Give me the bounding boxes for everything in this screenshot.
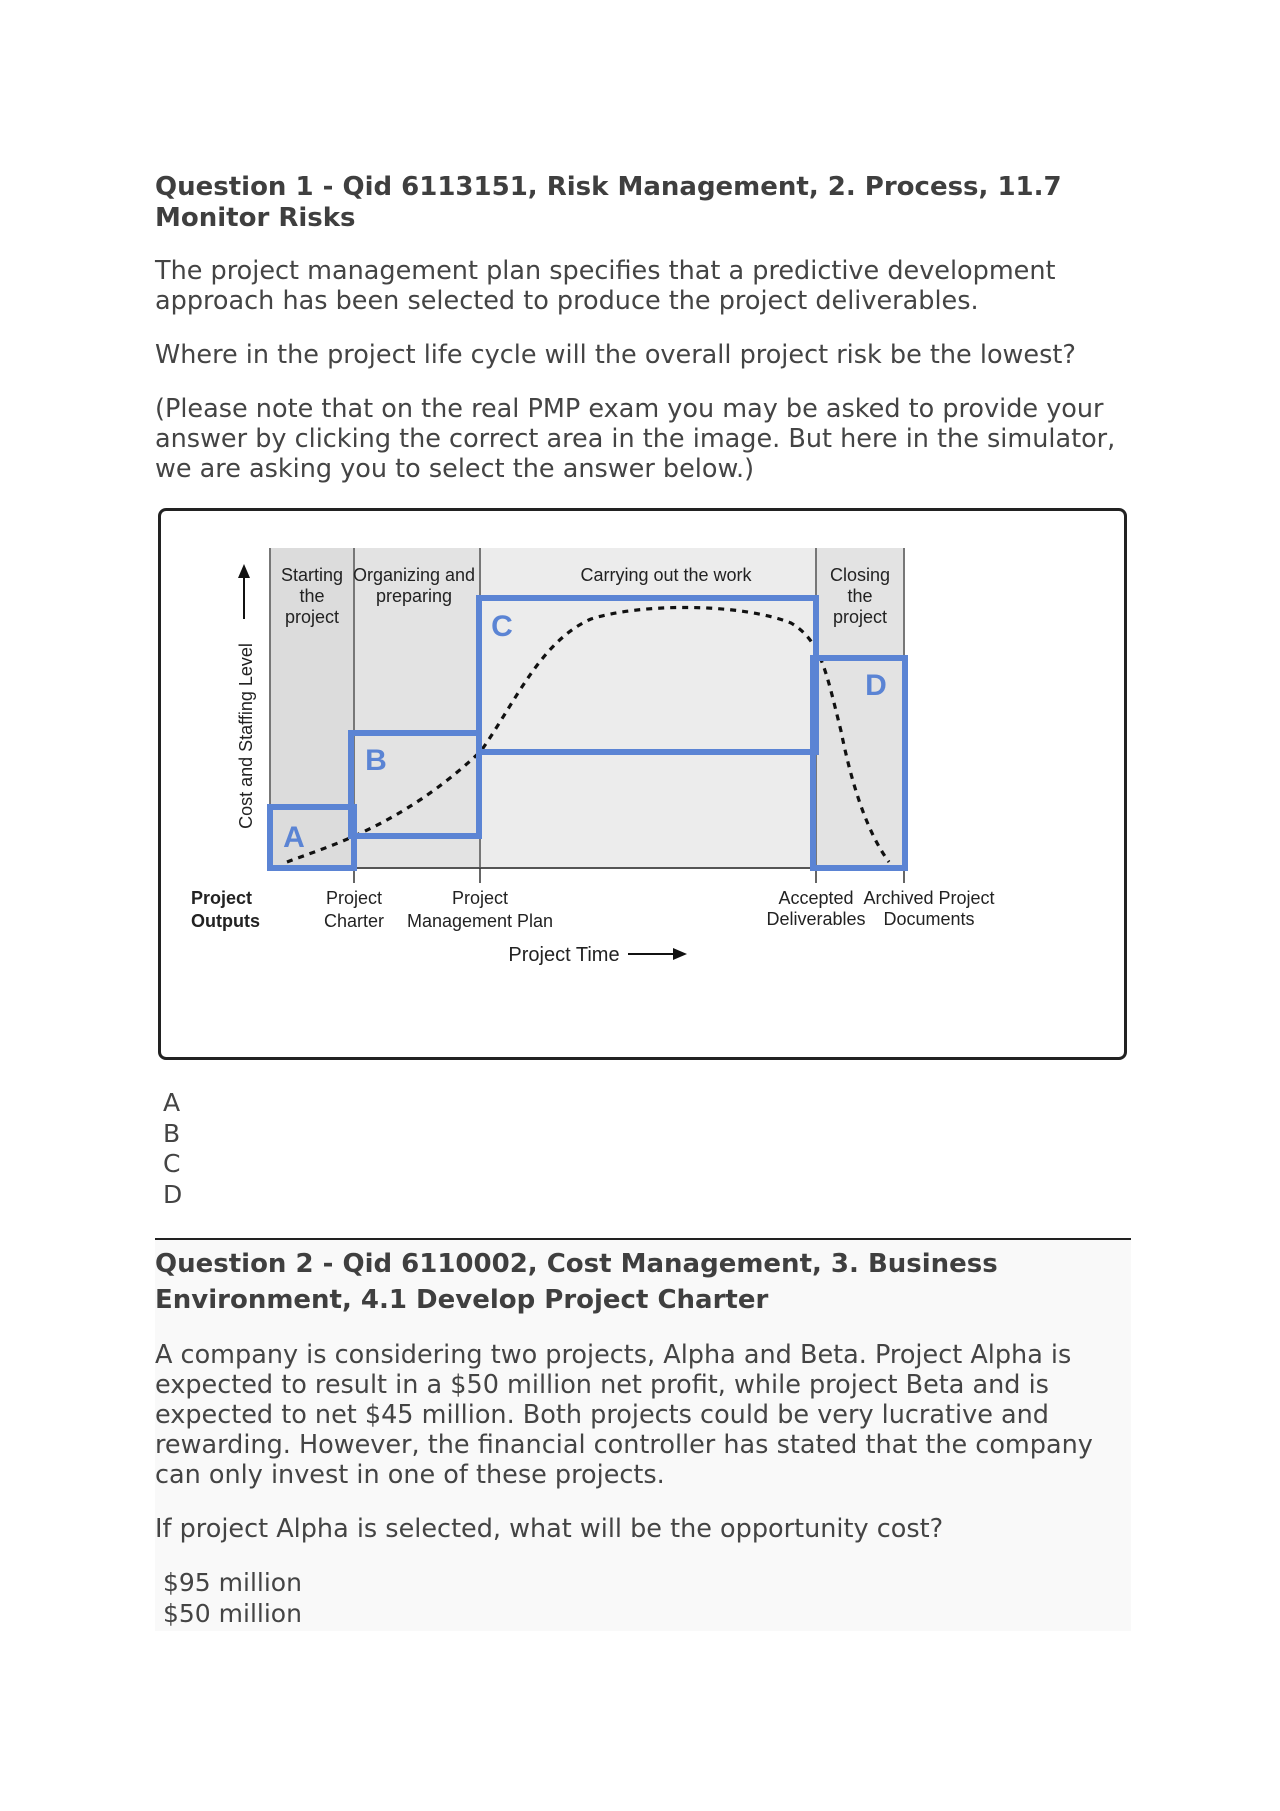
- life-cycle-diagram: [161, 511, 1124, 1057]
- output-archived-2: Documents: [883, 909, 975, 929]
- phase-label-closing-2: the: [847, 586, 873, 606]
- output-plan-1: Project: [451, 888, 509, 908]
- phase-label-closing-1: Closing: [829, 565, 891, 585]
- answer-option-d[interactable]: D: [163, 1179, 183, 1209]
- phase-label-starting-1: Starting: [280, 565, 344, 585]
- answer-option-a[interactable]: A: [163, 1088, 181, 1117]
- phase-label-closing-3: project: [832, 607, 888, 627]
- region-d-label: D: [865, 669, 887, 702]
- region-b-label: B: [365, 744, 387, 777]
- life-cycle-figure: [158, 508, 1127, 1060]
- answer-option-b[interactable]: B: [163, 1118, 181, 1148]
- phase-label-organizing-1: Organizing and: [352, 565, 476, 585]
- question-2: [155, 1240, 1131, 1631]
- question-1-paragraph: The project management plan specifies that a predictive development approach has been selected to produce the project deliverables.: [155, 256, 1056, 316]
- question-2-paragraph: A company is considering two projects, Alpha and Beta. Project Alpha is expected to result in a $50 million net profit, while project Beta and is expected to net $45 million. Both projects could be very lucrative and rewarding. However, the financial controller has stated that the company can only invest in one of these projects.: [155, 1340, 1093, 1490]
- y-axis-label: Cost and Staffing Level: [236, 643, 256, 829]
- answer-option-50-million[interactable]: $50 million: [163, 1598, 302, 1628]
- y-axis-arrow-head: [238, 564, 250, 578]
- region-a-label: A: [283, 821, 305, 854]
- x-axis-label: Project Time: [508, 944, 620, 966]
- output-charter-1: Project: [325, 888, 383, 908]
- output-accepted-1: Accepted: [778, 888, 854, 908]
- question-2-prompt: If project Alpha is selected, what will be the opportunity cost?: [155, 1514, 944, 1544]
- question-1-options: [163, 1088, 1131, 1210]
- answer-option-c[interactable]: C: [163, 1149, 181, 1178]
- output-plan-2: Management Plan: [406, 911, 554, 931]
- x-axis-arrow-head: [673, 948, 687, 960]
- question-1-title: Question 1 - Qid 6113151, Risk Management, 2. Process, 11.7 Monitor Risks: [155, 172, 1062, 233]
- phase-label-organizing-2: preparing: [375, 586, 453, 606]
- outputs-label-1: Project: [191, 888, 253, 908]
- output-accepted-2: Deliverables: [766, 909, 866, 929]
- phase-label-starting-3: project: [284, 607, 340, 627]
- question-2-options: [163, 1568, 1131, 1629]
- question-1: [155, 172, 1131, 1210]
- question-1-note: (Please note that on the real PMP exam you may be asked to provide your answer by clicking the correct area in the image. But here in the simulator, we are asking you to select the answer below.): [155, 394, 1116, 484]
- question-2-title: Question 2 - Qid 6110002, Cost Management, 3. Business Environment, 4.1 Develop Project Charter: [155, 1249, 998, 1315]
- phase-label-carrying: Carrying out the work: [580, 565, 752, 585]
- output-archived-1: Archived Project: [863, 888, 995, 908]
- outputs-label-2: Outputs: [191, 911, 260, 931]
- phase-label-starting-2: the: [299, 586, 325, 606]
- region-c-label: C: [491, 610, 513, 643]
- content: [155, 172, 1131, 1631]
- answer-option-95-million[interactable]: $95 million: [163, 1568, 302, 1597]
- output-charter-2: Charter: [323, 911, 385, 931]
- question-1-prompt: Where in the project life cycle will the overall project risk be the lowest?: [155, 340, 1076, 370]
